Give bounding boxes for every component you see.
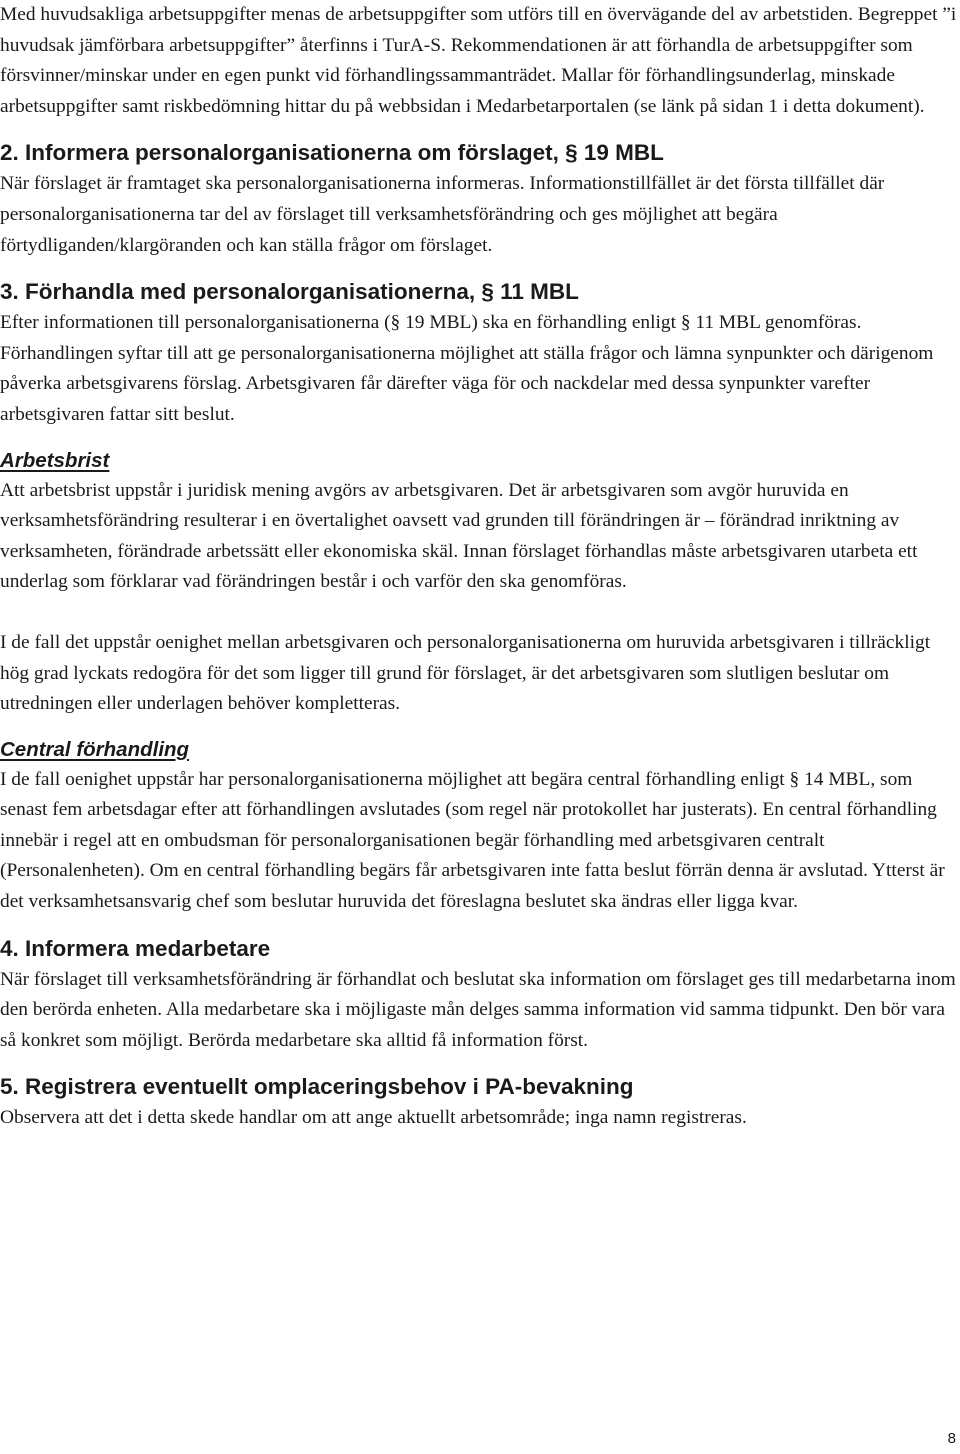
arbetsbrist-body-2: I de fall det uppstår oenighet mellan arbetsgivaren och personalorganisationerna om huruvida arbetsgivaren i tillräckligt hög grad lyckats redogöra för det som ligger till grund för förslaget, är det arbetsgivaren som slutligen beslutar om utredningen eller underlagen behöver kompletteras. [0,631,931,715]
section-2-body: När förslaget är framtaget ska personalorganisationerna informeras. Informationstillfället är det första tillfället där personalorganisationerna tar del av förslaget till verksamhetsförändring och ges möjlighet att begära förtydliganden/klargöranden och kan ställa frågor om förslaget. [0,173,885,256]
arbetsbrist-heading: Arbetsbrist [0,448,110,472]
spacer [0,431,958,446]
intro-paragraph: Med huvudsakliga arbetsuppgifter menas de arbetsuppgifter som utförs till en övervägande del av arbetstiden. Begreppet ”i huvudsak jämförbara arbetsuppgifter” återfinns i TurA-S. Rekommendationen är att förhandla de arbetsuppgifter som försvinner/minskar under en egen punkt vid förhandlingssammanträdet. Mallar för förhandlingsunderlag, minskade arbetsuppgifter samt riskbedömning hittar du på webbsidan i Medarbetarportalen (se länk på sidan 1 i detta dokument). [0,4,957,117]
spacer [0,598,958,628]
spacer [0,1056,958,1071]
central-forhandling-body: I de fall oenighet uppstår har personalorganisationerna möjlighet att begära central förhandling enligt § 14 MBL, som senast fem arbetsdagar efter att förhandlingen avslutades (som regel när protokollet har justerats). En central förhandling innebär i regel att en ombudsman för personalorganisationen begär förhandling med arbetsgivaren centralt (Personalenheten). Om en central förhandling begärs får arbetsgivaren inte fatta beslut förrän denna är avslutad. Ytterst är det verksamhetsansvarig chef som beslutar huruvida det föreslagna beslutet ska ändras eller ligga kvar. [0,768,945,913]
spacer [0,720,958,735]
spacer [0,918,958,933]
central-forhandling-heading: Central förhandling [0,737,190,761]
section-2-heading: 2. Informera personalorganisationerna om förslaget, § 19 MBL [0,140,664,166]
section-3-heading: 3. Förhandla med personalorganisationerna, § 11 MBL [0,279,579,305]
page-number: 8 [947,1430,956,1447]
section-5-heading: 5. Registrera eventuellt omplaceringsbehov i PA-bevakning [0,1074,634,1100]
spacer [0,122,958,137]
section-4-body: När förslaget till verksamhetsförändring är förhandlat och beslutat ska information om förslaget ges till medarbetarna inom den berörda enheten. Alla medarbetare ska i möjligaste mån delges samma information vid samma tidpunkt. Den bör vara så konkret som möjligt. Berörda medarbetare ska alltid få information först. [0,968,956,1051]
section-5-body: Observera att det i detta skede handlar om att ange aktuellt arbetsområde; inga namn registreras. [0,1107,747,1129]
arbetsbrist-body-1: Att arbetsbrist uppstår i juridisk mening avgörs av arbetsgivaren. Det är arbetsgivaren som avgör huruvida en verksamhetsförändring resulterar i en övertalighet oavsett vad grunden till förändringen är – förändrad inriktning av verksamheten, förändrade arbetssätt eller ekonomiska skäl. Innan förslaget förhandlas måste arbetsgivaren utarbeta ett underlag som förklarar vad förändringen består i och varför den ska genomföras. [0,479,918,593]
spacer [0,261,958,276]
section-4-heading: 4. Informera medarbetare [0,935,271,961]
section-3-body: Efter informationen till personalorganisationerna (§ 19 MBL) ska en förhandling enligt § 11 MBL genomföras. Förhandlingen syftar till att ge personalorganisationerna möjlighet att ställa frågor och lämna synpunkter och därigenom påverka arbetsgivarens förslag. Arbetsgivaren får därefter väga för och nackdelar med dessa synpunkter varefter arbetsgivaren fattar sitt beslut. [0,312,934,425]
